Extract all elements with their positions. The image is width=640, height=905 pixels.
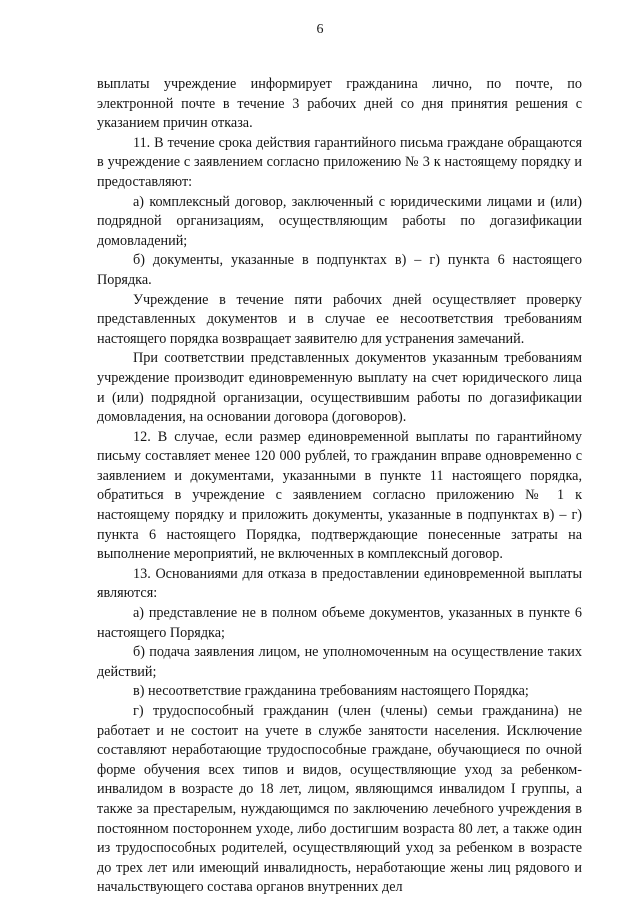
paragraph-refusal-d: г) трудоспособный гражданин (член (члены) семьи гражданина) не работает и не состоит на учете в службе занятости населения. Исключение составляют неработающие трудоспособные граждане, обучающиеся по очной форме обучения всех типов и видов, осуществляющие уход за ребенком-инвалидом в возрасте до 18 лет, лицом, являющимся инвалидом I группы, а также за престарелым, нуждающимся по заключению лечебного учреждения в постоянном постороннем уходе, либо достигшим возраста 80 лет, а также один из трудоспособных родителей, осуществляющий уход за ребенком в возрасте до трех лет или имеющий инвалидность, неработающие жены лиц рядового и начальствующего состава органов внутренних дел — [97, 703, 582, 896]
paragraph-payment: При соответствии представленных документов указанным требованиям учреждение производит единовременную выплату на счет юридического лица и (или) подрядной организации, осуществившим работы по догазификации домовладения, на основании договора (договоров). — [97, 350, 582, 426]
paragraph-refusal-a: а) представление не в полном объеме документов, указанных в пункте 6 настоящего Порядка; — [97, 605, 582, 641]
paragraph-item-13: 13. Основаниями для отказа в предоставлении единовременной выплаты являются: — [97, 565, 582, 602]
paragraph-subitem-b: б) документы, указанные в подпунктах в) – г) пункта 6 настоящего Порядка. — [97, 252, 582, 288]
paragraph-refusal-b: б) подача заявления лицом, не уполномоченным на осуществление таких действий; — [97, 644, 582, 680]
paragraph-item-11: 11. В течение срока действия гарантийного письма граждане обращаются в учреждение с заявлением согласно приложению № 3 к настоящему порядку и предоставляют: — [97, 134, 582, 190]
document-body — [97, 75, 582, 898]
paragraph-refusal-c: в) несоответствие гражданина требованиям настоящего Порядка; — [133, 683, 529, 700]
paragraph-subitem-a: а) комплексный договор, заключенный с юридическими лицами и (или) подрядной организациям, осуществляющим работы по догазификации домовладений; — [97, 193, 582, 249]
paragraph-item-12: 12. В случае, если размер единовременной выплаты по гарантийному письму составляет менее 120 000 рублей, то гражданин вправе одновременно с заявлением и документами, указанными в пункте 11 настоящего порядка, обратиться в учреждение с заявлением согласно приложению № 1 к настоящему порядку и приложить документы, указанные в подпунктах в) – г) пункта 6 настоящего Порядка, подтверждающие понесенные затраты на выполнение мероприятий, не включенных в комплексный договор. — [97, 428, 582, 563]
paragraph-verification: Учреждение в течение пяти рабочих дней осуществляет проверку представленных документов и в случае ее несоответствия требованиям настоящего порядка возвращает заявителю для устранения замечаний. — [97, 291, 582, 347]
page-number: 6 — [316, 22, 324, 37]
paragraph-continuation: выплаты учреждение информирует гражданина лично, по почте, по электронной почте в течение 3 рабочих дней со дня принятия решения с указанием причин отказа. — [97, 76, 582, 132]
